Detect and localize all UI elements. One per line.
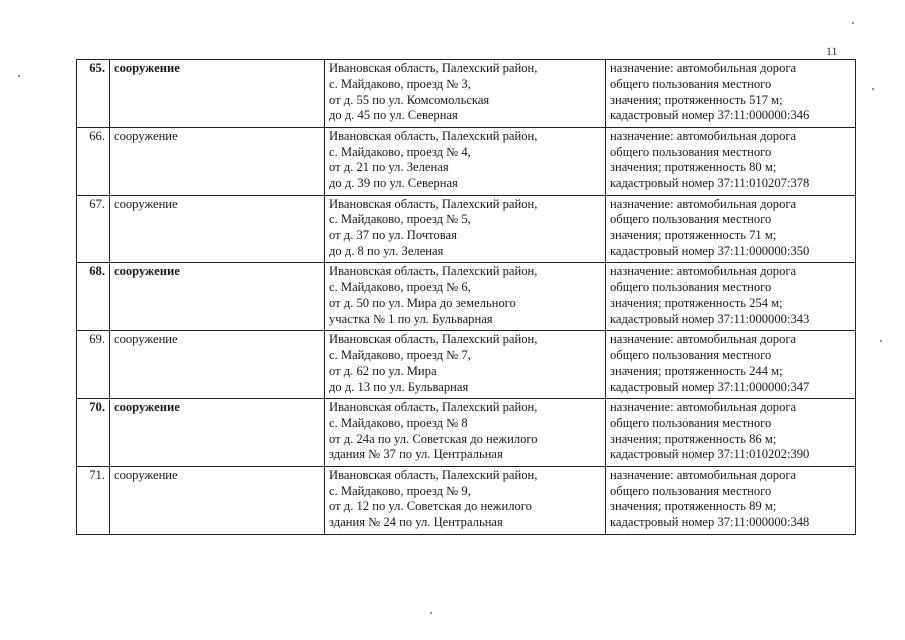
table-row xyxy=(77,398,856,466)
object-address: Ивановская область, Палехский район, с. Майдаково, проезд № 4, от д. 21 по ул. Зеленая до д. 39 по ул. Северная xyxy=(325,127,606,195)
row-number: 68. xyxy=(77,263,110,331)
object-description: назначение: автомобильная дорога общего пользования местного значения; протяженность 80 м; кадастровый номер 37:11:010207:378 xyxy=(606,127,856,195)
object-type: сооружение xyxy=(110,331,325,399)
object-address: Ивановская область, Палехский район, с. Майдаково, проезд № 8 от д. 24а по ул. Советская до нежилого здания № 37 по ул. Центральная xyxy=(325,398,606,466)
table-row xyxy=(77,195,856,263)
scan-speck xyxy=(18,75,20,77)
object-description: назначение: автомобильная дорога общего пользования местного значения; протяженность 89 м; кадастровый номер 37:11:000000:348 xyxy=(606,466,856,534)
row-number: 65. xyxy=(77,60,110,128)
table-row xyxy=(77,60,856,128)
table-row xyxy=(77,127,856,195)
scan-speck xyxy=(430,612,432,614)
object-type: сооружение xyxy=(110,398,325,466)
table-row xyxy=(77,466,856,534)
scan-speck xyxy=(872,88,874,90)
object-description: назначение: автомобильная дорога общего пользования местного значения; протяженность 254 м; кадастровый номер 37:11:000000:343 xyxy=(606,263,856,331)
object-description: назначение: автомобильная дорога общего пользования местного значения; протяженность 244 м; кадастровый номер 37:11:000000:347 xyxy=(606,331,856,399)
object-address: Ивановская область, Палехский район, с. Майдаково, проезд № 7, от д. 62 по ул. Мира до д. 13 по ул. Бульварная xyxy=(325,331,606,399)
object-description: назначение: автомобильная дорога общего пользования местного значения; протяженность 71 м; кадастровый номер 37:11:000000:350 xyxy=(606,195,856,263)
object-address: Ивановская область, Палехский район, с. Майдаково, проезд № 5, от д. 37 по ул. Почтовая до д. 8 по ул. Зеленая xyxy=(325,195,606,263)
scan-speck xyxy=(880,340,882,342)
object-address: Ивановская область, Палехский район, с. Майдаково, проезд № 9, от д. 12 по ул. Советская до нежилого здания № 24 по ул. Центральная xyxy=(325,466,606,534)
row-number: 69. xyxy=(77,331,110,399)
scan-speck xyxy=(852,22,854,24)
object-type: сооружение xyxy=(110,127,325,195)
row-number: 70. xyxy=(77,398,110,466)
row-number: 67. xyxy=(77,195,110,263)
property-registry-table xyxy=(76,59,856,535)
row-number: 66. xyxy=(77,127,110,195)
object-type: сооружение xyxy=(110,466,325,534)
table-row xyxy=(77,263,856,331)
object-address: Ивановская область, Палехский район, с. Майдаково, проезд № 3, от д. 55 по ул. Комсомольская до д. 45 по ул. Северная xyxy=(325,60,606,128)
object-type: сооружение xyxy=(110,263,325,331)
object-description: назначение: автомобильная дорога общего пользования местного значения; протяженность 517 м; кадастровый номер 37:11:000000:346 xyxy=(606,60,856,128)
table-row xyxy=(77,331,856,399)
object-address: Ивановская область, Палехский район, с. Майдаково, проезд № 6, от д. 50 по ул. Мира до земельного участка № 1 по ул. Бульварная xyxy=(325,263,606,331)
object-type: сооружение xyxy=(110,60,325,128)
row-number: 71. xyxy=(77,466,110,534)
object-description: назначение: автомобильная дорога общего пользования местного значения; протяженность 86 м; кадастровый номер 37:11:010202:390 xyxy=(606,398,856,466)
page-number: 11 xyxy=(826,44,838,58)
object-type: сооружение xyxy=(110,195,325,263)
